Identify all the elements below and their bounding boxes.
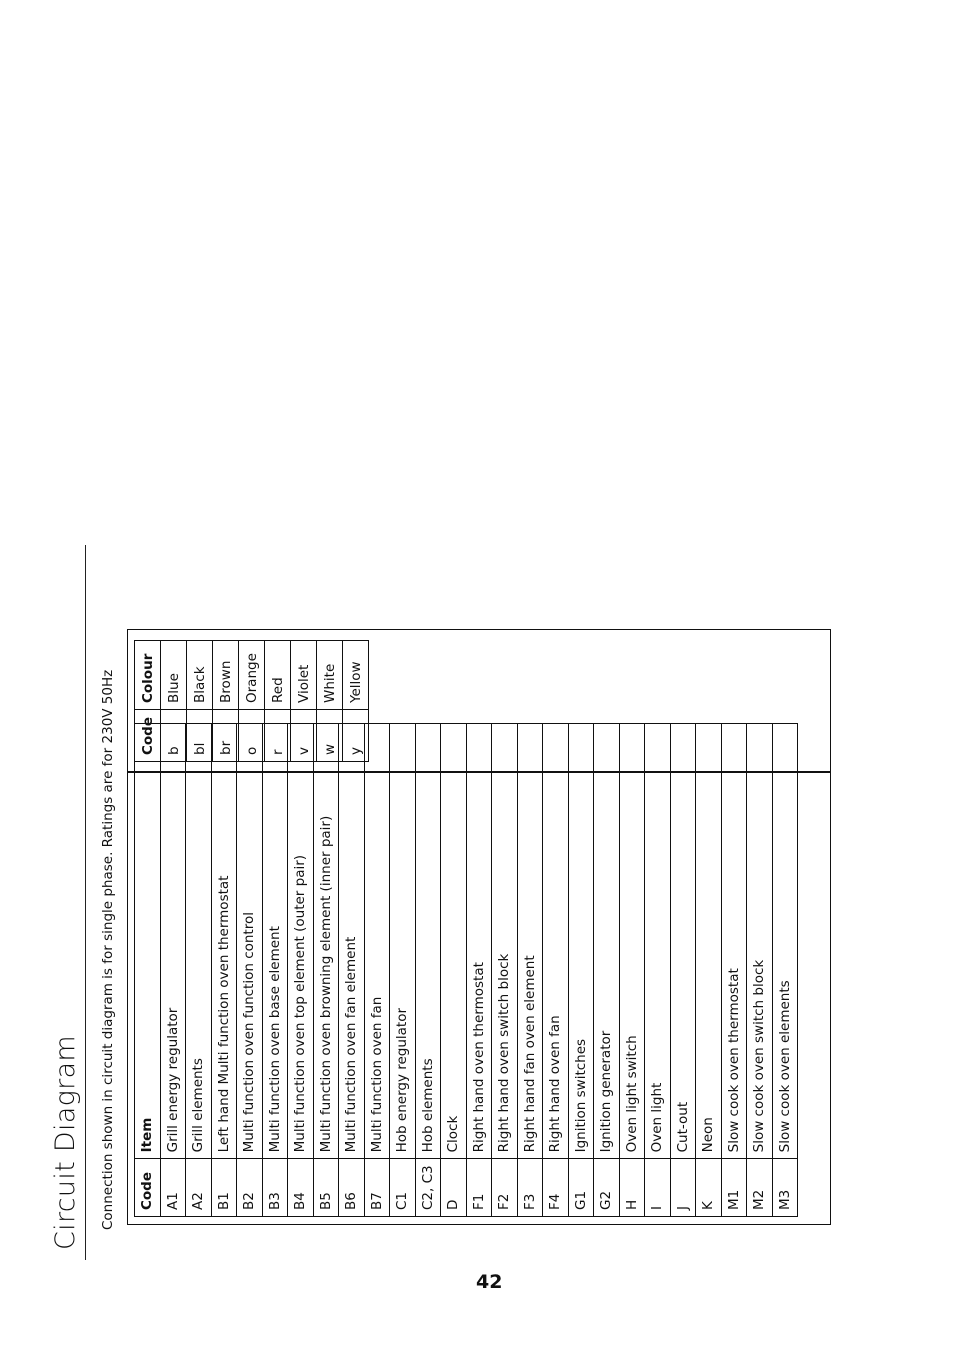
value-cell: Multi function oven function control bbox=[237, 724, 263, 1159]
code-cell: H bbox=[619, 1159, 645, 1217]
table-row bbox=[696, 724, 722, 1217]
table-row bbox=[364, 724, 390, 1217]
table-row bbox=[343, 641, 369, 762]
value-cell: Right hand fan oven element bbox=[517, 724, 543, 1159]
table-row bbox=[213, 641, 239, 762]
value-cell: Right hand oven thermostat bbox=[466, 724, 492, 1159]
table-row bbox=[721, 724, 747, 1217]
table-row bbox=[186, 724, 212, 1217]
value-cell: Violet bbox=[291, 641, 317, 710]
table-row bbox=[317, 641, 343, 762]
table-row bbox=[390, 724, 416, 1217]
value-cell: Ignition switches bbox=[568, 724, 594, 1159]
table-row bbox=[645, 724, 671, 1217]
table-row bbox=[237, 724, 263, 1217]
code-cell: b bbox=[161, 710, 187, 762]
colour-table bbox=[134, 640, 369, 762]
value-cell: White bbox=[317, 641, 343, 710]
value-cell: Right hand oven fan bbox=[543, 724, 569, 1159]
code-cell: A2 bbox=[186, 1159, 212, 1217]
code-cell: F1 bbox=[466, 1159, 492, 1217]
code-cell: y bbox=[343, 710, 369, 762]
code-cell: C2, C3 bbox=[415, 1159, 441, 1217]
value-cell: Hob elements bbox=[415, 724, 441, 1159]
value-cell: Multi function oven fan element bbox=[339, 724, 365, 1159]
value-cell: Right hand oven switch block bbox=[492, 724, 518, 1159]
value-cell: Slow cook oven elements bbox=[772, 724, 798, 1159]
page-number: 42 bbox=[476, 1271, 503, 1293]
value-cell: Red bbox=[265, 641, 291, 710]
code-cell: K bbox=[696, 1159, 722, 1217]
table-row bbox=[211, 724, 237, 1217]
code-cell: v bbox=[291, 710, 317, 762]
value-cell: Blue bbox=[161, 641, 187, 710]
value-cell: Grill elements bbox=[186, 724, 212, 1159]
value-cell: Yellow bbox=[343, 641, 369, 710]
items-table bbox=[134, 723, 798, 1217]
table-row bbox=[161, 641, 187, 762]
table-row bbox=[288, 724, 314, 1217]
column-header-code: Code bbox=[135, 1159, 161, 1217]
code-cell: r bbox=[265, 710, 291, 762]
code-cell: G1 bbox=[568, 1159, 594, 1217]
table-row bbox=[262, 724, 288, 1217]
code-cell: br bbox=[213, 710, 239, 762]
code-cell: D bbox=[441, 1159, 467, 1217]
code-cell: M3 bbox=[772, 1159, 798, 1217]
table-row bbox=[619, 724, 645, 1217]
table-row bbox=[517, 724, 543, 1217]
code-cell: G2 bbox=[594, 1159, 620, 1217]
value-cell: Oven light switch bbox=[619, 724, 645, 1159]
table-row bbox=[670, 724, 696, 1217]
table-row bbox=[291, 641, 317, 762]
table-row bbox=[187, 641, 213, 762]
value-cell: Multi function oven base element bbox=[262, 724, 288, 1159]
value-cell: Slow cook oven thermostat bbox=[721, 724, 747, 1159]
code-cell: J bbox=[670, 1159, 696, 1217]
table-row bbox=[265, 641, 291, 762]
value-cell: Oven light bbox=[645, 724, 671, 1159]
code-cell: B6 bbox=[339, 1159, 365, 1217]
code-cell: F3 bbox=[517, 1159, 543, 1217]
column-header-colour: Colour bbox=[135, 641, 161, 710]
table-row bbox=[492, 724, 518, 1217]
code-cell: M1 bbox=[721, 1159, 747, 1217]
table-header-row bbox=[135, 641, 161, 762]
column-header-item: Item bbox=[135, 724, 161, 1159]
code-cell: B2 bbox=[237, 1159, 263, 1217]
value-cell: Hob energy regulator bbox=[390, 724, 416, 1159]
value-cell: Multi function oven fan bbox=[364, 724, 390, 1159]
code-cell: B7 bbox=[364, 1159, 390, 1217]
table-header-row bbox=[135, 724, 161, 1217]
code-cell: B1 bbox=[211, 1159, 237, 1217]
value-cell: Slow cook oven switch block bbox=[747, 724, 773, 1159]
code-cell: I bbox=[645, 1159, 671, 1217]
code-cell: w bbox=[317, 710, 343, 762]
table-row bbox=[239, 641, 265, 762]
page-title: Circuit Diagram bbox=[50, 1035, 81, 1250]
value-cell: Black bbox=[187, 641, 213, 710]
value-cell: Neon bbox=[696, 724, 722, 1159]
code-cell: C1 bbox=[390, 1159, 416, 1217]
code-cell: o bbox=[239, 710, 265, 762]
value-cell: Multi function oven browning element (inner pair) bbox=[313, 724, 339, 1159]
value-cell: Multi function oven top element (outer pair) bbox=[288, 724, 314, 1159]
table-row bbox=[441, 724, 467, 1217]
code-cell: A1 bbox=[160, 1159, 186, 1217]
code-cell: F2 bbox=[492, 1159, 518, 1217]
code-cell: B5 bbox=[313, 1159, 339, 1217]
table-row bbox=[772, 724, 798, 1217]
title-divider bbox=[85, 545, 86, 1260]
table-row bbox=[313, 724, 339, 1217]
code-cell: B4 bbox=[288, 1159, 314, 1217]
table-row bbox=[160, 724, 186, 1217]
value-cell: Brown bbox=[213, 641, 239, 710]
table-row bbox=[747, 724, 773, 1217]
table-row bbox=[415, 724, 441, 1217]
value-cell: Orange bbox=[239, 641, 265, 710]
page-subtitle: Connection shown in circuit diagram is for single phase. Ratings are for 230V 50Hz bbox=[100, 669, 116, 1230]
code-cell: B3 bbox=[262, 1159, 288, 1217]
code-cell: M2 bbox=[747, 1159, 773, 1217]
table-row bbox=[543, 724, 569, 1217]
column-header-code: Code bbox=[135, 710, 161, 762]
table-row bbox=[594, 724, 620, 1217]
code-cell: bl bbox=[187, 710, 213, 762]
rotated-page-content bbox=[0, 540, 954, 1260]
value-cell: Ignition generator bbox=[594, 724, 620, 1159]
table-row bbox=[568, 724, 594, 1217]
code-cell: F4 bbox=[543, 1159, 569, 1217]
value-cell: Grill energy regulator bbox=[160, 724, 186, 1159]
value-cell: Cut-out bbox=[670, 724, 696, 1159]
value-cell: Clock bbox=[441, 724, 467, 1159]
table-row bbox=[339, 724, 365, 1217]
table-row bbox=[466, 724, 492, 1217]
value-cell: Left hand Multi function oven thermostat bbox=[211, 724, 237, 1159]
